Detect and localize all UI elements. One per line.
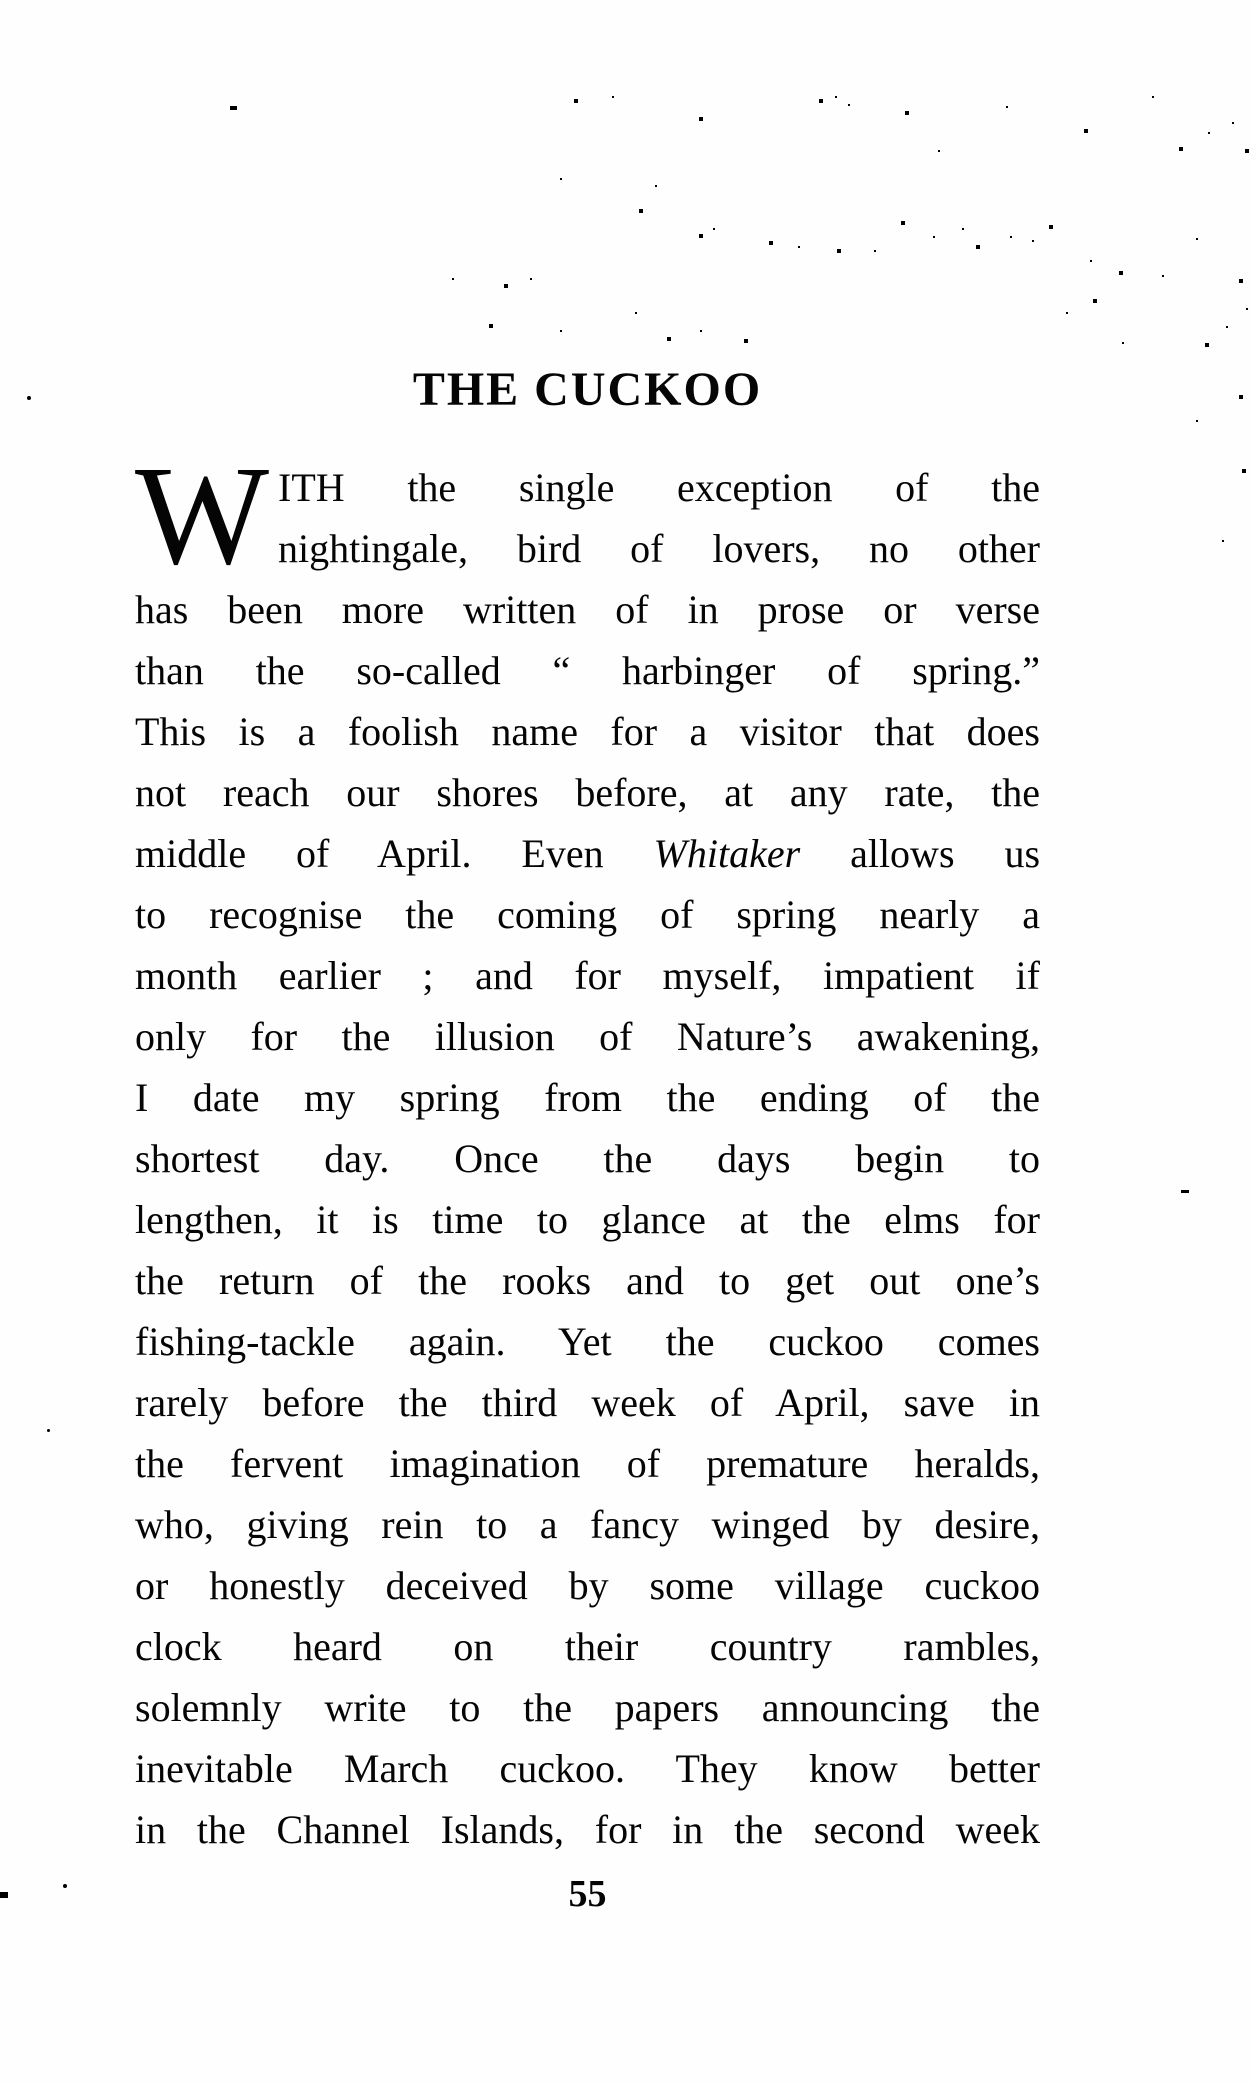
text-line — [135, 701, 1040, 762]
text-segment: ITH the single exception of the — [278, 465, 1040, 510]
text-segment: nightingale, bird of lovers, no other — [278, 526, 1040, 571]
text-line — [135, 1189, 1040, 1250]
scan-noise-speckles — [0, 0, 2, 2]
text-line — [135, 1433, 1040, 1494]
text-segment: only for the illusion of Nature’s awakening, — [135, 1014, 1040, 1059]
text-line — [135, 1128, 1040, 1189]
text-segment: lengthen, it is time to glance at the elms for — [135, 1197, 1040, 1242]
text-line — [135, 1738, 1040, 1799]
text-segment: month earlier ; and for myself, impatient if — [135, 953, 1040, 998]
text-segment: the return of the rooks and to get out one’s — [135, 1258, 1040, 1303]
text-segment: has been more written of in prose or verse — [135, 587, 1040, 632]
text-segment: allows us — [800, 831, 1041, 876]
text-line — [135, 1006, 1040, 1067]
text-line — [135, 1616, 1040, 1677]
paragraph — [135, 436, 1041, 1860]
text-segment: or honestly deceived by some village cuckoo — [135, 1563, 1040, 1608]
scan-mark — [1181, 1190, 1189, 1193]
text-line — [135, 823, 1040, 884]
italic-word: Whitaker — [653, 831, 801, 876]
text-segment: not reach our shores before, at any rate, the — [135, 770, 1040, 815]
scan-mark — [47, 1429, 50, 1432]
scan-mark — [0, 1892, 8, 1898]
text-segment: solemnly write to the papers announcing the — [135, 1685, 1040, 1730]
text-segment: This is a foolish name for a visitor that does — [135, 709, 1040, 754]
text-line — [135, 945, 1040, 1006]
text-line — [135, 518, 1040, 579]
scan-mark — [230, 106, 237, 110]
chapter-title: THE CUCKOO — [412, 363, 763, 416]
text-line — [135, 884, 1040, 945]
text-segment: the fervent imagination of premature heralds, — [135, 1441, 1040, 1486]
text-segment: to recognise the coming of spring nearly a — [135, 892, 1040, 937]
text-line — [135, 579, 1040, 640]
text-line — [135, 1494, 1040, 1555]
text-segment: shortest day. Once the days begin to — [135, 1136, 1040, 1181]
text-line — [135, 1677, 1040, 1738]
page-number: 55 — [568, 1873, 607, 1915]
scan-mark — [63, 1884, 67, 1888]
text-segment: fishing-tackle again. Yet the cuckoo comes — [135, 1319, 1040, 1364]
text-segment: inevitable March cuckoo. They know better — [135, 1746, 1040, 1791]
text-line — [135, 1372, 1040, 1433]
text-segment: who, giving rein to a fancy winged by desire, — [135, 1502, 1040, 1547]
scan-mark — [27, 396, 31, 400]
text-line — [135, 1067, 1040, 1128]
text-segment: I date my spring from the ending of the — [135, 1075, 1040, 1120]
text-line — [135, 1799, 1040, 1860]
text-line — [135, 457, 1040, 518]
text-line — [135, 1555, 1040, 1616]
text-line — [135, 640, 1040, 701]
text-segment: rarely before the third week of April, save in — [135, 1380, 1040, 1425]
text-line — [135, 1311, 1040, 1372]
text-segment: than the so-called “ harbinger of spring.” — [135, 648, 1040, 693]
text-segment: clock heard on their country rambles, — [135, 1624, 1040, 1669]
text-segment: middle of April. Even — [135, 831, 654, 876]
text-line — [135, 762, 1040, 823]
text-line — [135, 1250, 1040, 1311]
text-segment: in the Channel Islands, for in the second week — [135, 1807, 1040, 1852]
drop-cap: W — [135, 436, 270, 594]
